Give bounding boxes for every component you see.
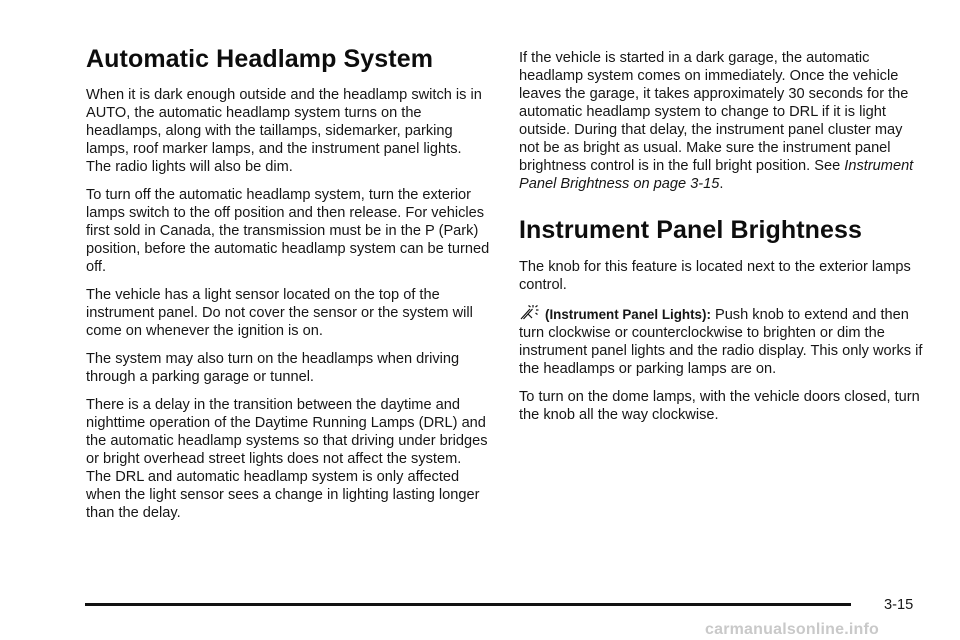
- page-number: 3-15: [884, 597, 914, 613]
- paragraph-knob-location: The knob for this feature is located next to the exterior lamps control.: [519, 259, 911, 293]
- dark-garage-end: .: [719, 176, 724, 192]
- paragraph-panel-lights: [519, 304, 926, 378]
- left-column: [86, 44, 490, 532]
- instrument-panel-lights-icon: [519, 304, 545, 320]
- paragraph-drl-delay: There is a delay in the transition between the daytime and nighttime operation of the Daytime Running Lamps (DRL) and the automatic headlamp systems so that driving under bridges or bright overhead street lights does not affect the system. The DRL and automatic headlamp system is only affected when the light sensor sees a change in lighting lasting longer than the delay.: [86, 397, 488, 521]
- instrument-panel-brightness-heading: Instrument Panel Brightness: [519, 216, 863, 244]
- page-reference-link[interactable]: Instrument Panel Brightness on page 3-15: [519, 158, 914, 192]
- paragraph-dark-garage: [519, 49, 926, 193]
- paragraph-auto-mode: When it is dark enough outside and the headlamp switch is in AUTO, the automatic headlamp system turns on the headlamps, along with the taillamps, sidemarker, parking lamps, roof marker lamps, and the instrument panel lights. The radio lights will also be dim.: [86, 87, 482, 175]
- paragraph-turn-off: To turn off the automatic headlamp system, turn the exterior lamps switch to the off position and then release. For vehicles first sold in Canada, the transmission must be in the P (Park) position, before the automatic headlamp system can be turned off.: [86, 187, 490, 275]
- instrument-panel-lights-term: (Instrument Panel Lights):: [545, 307, 711, 322]
- paragraph-garage-tunnel: The system may also turn on the headlamps when driving through a parking garage or tunnel.: [86, 351, 460, 385]
- footer-rule: [85, 603, 851, 606]
- dark-garage-text: If the vehicle is started in a dark garage, the automatic headlamp system comes on immediately. Once the vehicle leaves the garage, it takes approximately 30 seconds for the automatic headlamp system to change to DRL if it is light outside. During that delay, the instrument panel cluster may not be as bright as usual. Make sure the instrument panel brightness control is in the full bright position. See: [519, 50, 909, 174]
- paragraph-light-sensor: The vehicle has a light sensor located on the top of the instrument panel. Do not cover the sensor or the system will come on whenever the ignition is on.: [86, 287, 473, 339]
- right-column: [519, 49, 926, 434]
- instrument-panel-lights-text: Push knob to extend and then turn clockwise or counterclockwise to brighten or dim the instrument panel lights and the radio display. This only works if the headlamps or parking lamps are on.: [519, 307, 923, 377]
- paragraph-dome-lamps: To turn on the dome lamps, with the vehicle doors closed, turn the knob all the way clockwise.: [519, 389, 920, 423]
- watermark: carmanualsonline.info: [705, 621, 880, 638]
- automatic-headlamp-heading: Automatic Headlamp System: [86, 45, 434, 73]
